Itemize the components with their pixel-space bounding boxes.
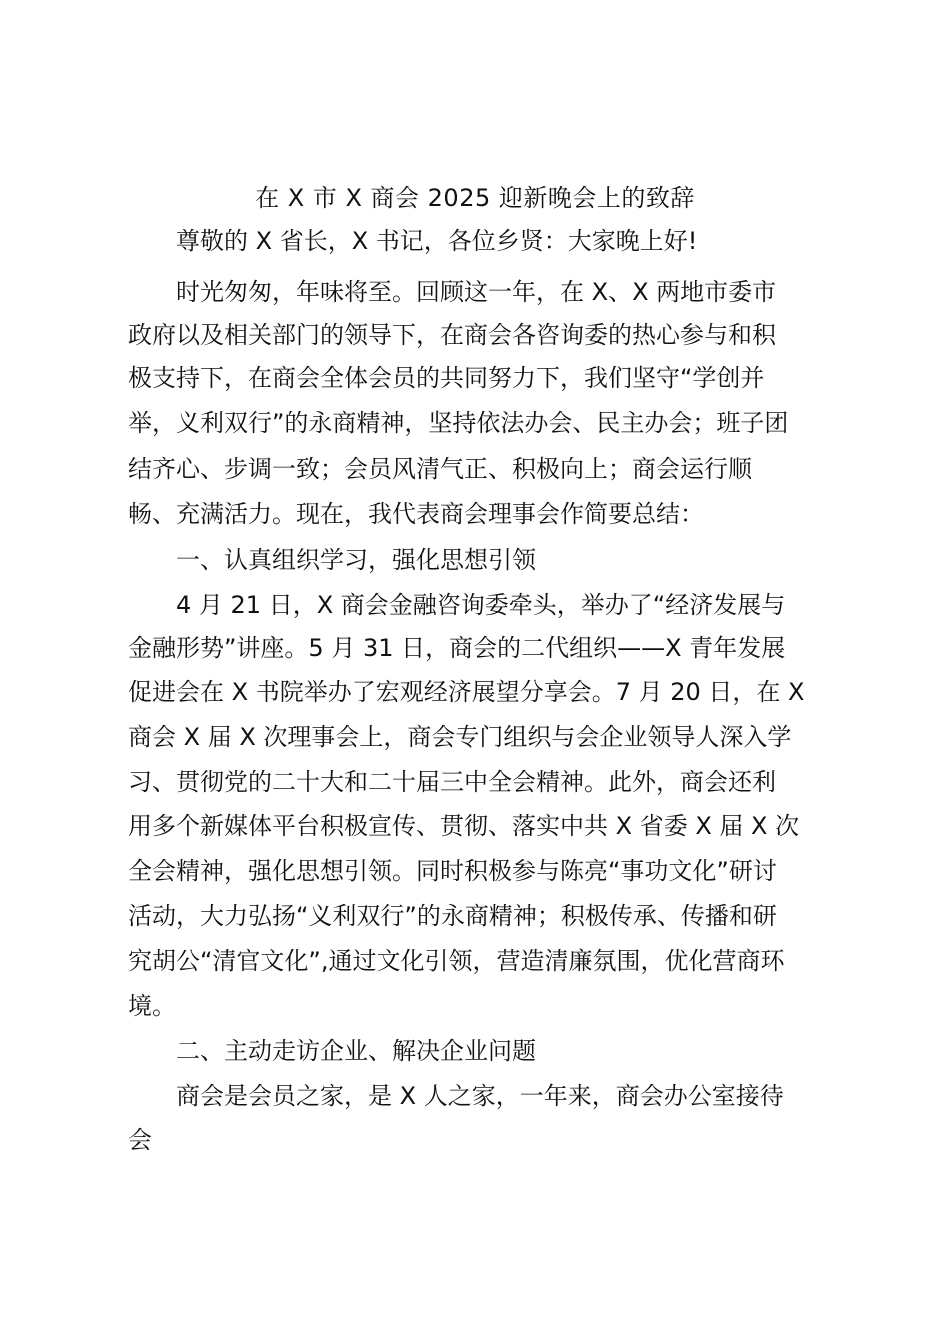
paragraph-line: 用多个新媒体平台积极宣传、贯彻、落实中共 X 省委 X 届 X 次 [128,812,800,840]
paragraph-line: 极支持下，在商会全体会员的共同努力下，我们坚守“学创并 [128,364,765,392]
document-title: 在 X 市 X 商会 2025 迎新晚会上的致辞 [255,184,695,212]
paragraph-line: 畅、充满活力。现在，我代表商会理事会作简要总结： [128,500,704,528]
paragraph-line: 究胡公“清官文化”,通过文化引领，营造清廉氛围，优化营商环 [128,947,785,975]
paragraph-line: 境。 [128,992,176,1020]
paragraph-line: 全会精神，强化思想引领。同时积极参与陈亮“事功文化”研讨 [128,857,777,885]
section-heading: 一、认真组织学习，强化思想引领 [176,546,536,574]
greeting-line: 尊敬的 X 省长，X 书记，各位乡贤：大家晚上好! [176,227,698,255]
section-heading: 二、主动走访企业、解决企业问题 [176,1037,536,1065]
paragraph-line: 商会是会员之家，是 X 人之家，一年来，商会办公室接待 [176,1082,784,1110]
paragraph-line: 活动，大力弘扬“义利双行”的永商精神；积极传承、传播和研 [128,902,777,930]
paragraph-line: 促进会在 X 书院举办了宏观经济展望分享会。7 月 20 日，在 X [128,678,805,706]
paragraph-line: 4 月 21 日，X 商会金融咨询委牵头，举办了“经济发展与 [176,591,786,619]
paragraph-line: 时光匆匆，年味将至。回顾这一年，在 X、X 两地市委市 [176,278,777,306]
paragraph-line: 会 [128,1126,152,1154]
paragraph-line: 商会 X 届 X 次理事会上，商会专门组织与会企业领导人深入学 [128,723,792,751]
paragraph-line: 习、贯彻党的二十大和二十届三中全会精神。此外，商会还利 [128,768,776,796]
paragraph-line: 金融形势”讲座。5 月 31 日，商会的二代组织——X 青年发展 [128,634,786,662]
paragraph-line: 结齐心、步调一致；会员风清气正、积极向上；商会运行顺 [128,455,752,483]
paragraph-line: 政府以及相关部门的领导下，在商会各咨询委的热心参与和积 [128,321,776,349]
paragraph-line: 举，义利双行”的永商精神，坚持依法办会、民主办会；班子团 [128,409,789,437]
